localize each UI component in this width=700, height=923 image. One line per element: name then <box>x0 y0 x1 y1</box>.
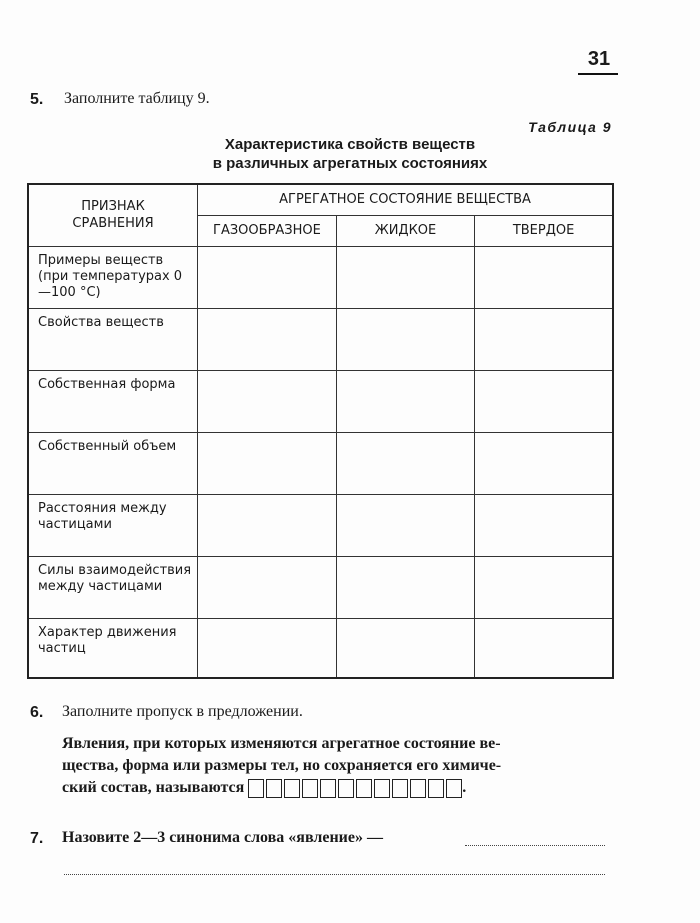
letter-box[interactable] <box>446 779 462 798</box>
answer-cell[interactable] <box>198 556 337 618</box>
column-header: ТВЕРДОЕ <box>475 215 613 246</box>
task-6-line3: ский состав, называются <box>62 779 245 796</box>
properties-table <box>27 183 614 679</box>
state-header: АГРЕГАТНОЕ СОСТОЯНИЕ ВЕЩЕСТВА <box>198 184 613 215</box>
task-5-text: Заполните таблицу 9. <box>64 90 210 107</box>
answer-cell[interactable] <box>475 432 613 494</box>
row-label: Собственный объем <box>28 432 198 494</box>
letter-box[interactable] <box>410 779 426 798</box>
letter-box[interactable] <box>302 779 318 798</box>
answer-dotted-line[interactable] <box>465 845 605 846</box>
row-label: Силы взаимодействия между частицами <box>28 556 198 618</box>
table-row <box>28 246 613 308</box>
answer-dotted-line[interactable] <box>64 874 605 875</box>
answer-cell[interactable] <box>198 246 337 308</box>
letter-box[interactable] <box>338 779 354 798</box>
table-title-line1: Характеристика свойств веществ <box>224 136 476 153</box>
answer-cell[interactable] <box>336 494 474 556</box>
row-label: Свойства веществ <box>28 308 198 370</box>
answer-cell[interactable] <box>198 370 337 432</box>
table-row <box>28 308 613 370</box>
letter-box[interactable] <box>320 779 336 798</box>
table-row <box>28 556 613 618</box>
answer-cell[interactable] <box>475 618 613 678</box>
answer-cell[interactable] <box>198 308 337 370</box>
task-6-sentence <box>62 733 622 799</box>
task-6-line2: щества, форма или размеры тел, но сохраняется его химиче- <box>62 757 502 774</box>
answer-cell[interactable] <box>198 432 337 494</box>
task-7-text: Назовите 2—3 синонима слова «явление» — <box>62 829 383 846</box>
table-row <box>28 494 613 556</box>
table-label: Таблица 9 <box>528 119 612 135</box>
answer-cell[interactable] <box>475 370 613 432</box>
task-7-number: 7. <box>30 830 44 847</box>
task-6-line3-wrap <box>62 777 622 799</box>
answer-cell[interactable] <box>336 618 474 678</box>
column-header: ЖИДКОЕ <box>336 215 474 246</box>
answer-cell[interactable] <box>198 494 337 556</box>
task-5-number: 5. <box>30 91 44 108</box>
answer-cell[interactable] <box>336 556 474 618</box>
answer-cell[interactable] <box>475 556 613 618</box>
answer-cell[interactable] <box>336 308 474 370</box>
answer-cell[interactable] <box>336 370 474 432</box>
answer-cell[interactable] <box>336 246 474 308</box>
row-label: Расстояния между частицами <box>28 494 198 556</box>
letter-box[interactable] <box>392 779 408 798</box>
letter-box[interactable] <box>428 779 444 798</box>
row-label: Собственная форма <box>28 370 198 432</box>
task-6-instruction: Заполните пропуск в предложении. <box>62 703 303 720</box>
answer-cell[interactable] <box>336 432 474 494</box>
table-row <box>28 432 613 494</box>
table-title-line2: в различных агрегатных состояниях <box>212 155 488 172</box>
page-number-rule <box>578 73 618 75</box>
row-label: Характер движения частиц <box>28 618 198 678</box>
letter-box[interactable] <box>248 779 264 798</box>
table-row <box>28 370 613 432</box>
answer-cell[interactable] <box>475 308 613 370</box>
page-number: 31 <box>587 48 611 70</box>
answer-cell[interactable] <box>198 618 337 678</box>
letter-box[interactable] <box>374 779 390 798</box>
column-header: ГАЗООБРАЗНОЕ <box>198 215 337 246</box>
answer-cell[interactable] <box>475 246 613 308</box>
task-6-line1: Явления, при которых изменяются агрегатное состояние ве- <box>62 735 501 752</box>
letter-box[interactable] <box>266 779 282 798</box>
table-row <box>28 618 613 678</box>
criterion-header: ПРИЗНАК СРАВНЕНИЯ <box>28 184 198 246</box>
task-6-line3-end: . <box>462 779 467 796</box>
row-label: Примеры веществ (при температурах 0—100 °С) <box>28 246 198 308</box>
answer-cell[interactable] <box>475 494 613 556</box>
letter-box[interactable] <box>284 779 300 798</box>
task-6-number: 6. <box>30 704 44 721</box>
letter-box[interactable] <box>356 779 372 798</box>
answer-letter-boxes[interactable] <box>248 779 462 798</box>
